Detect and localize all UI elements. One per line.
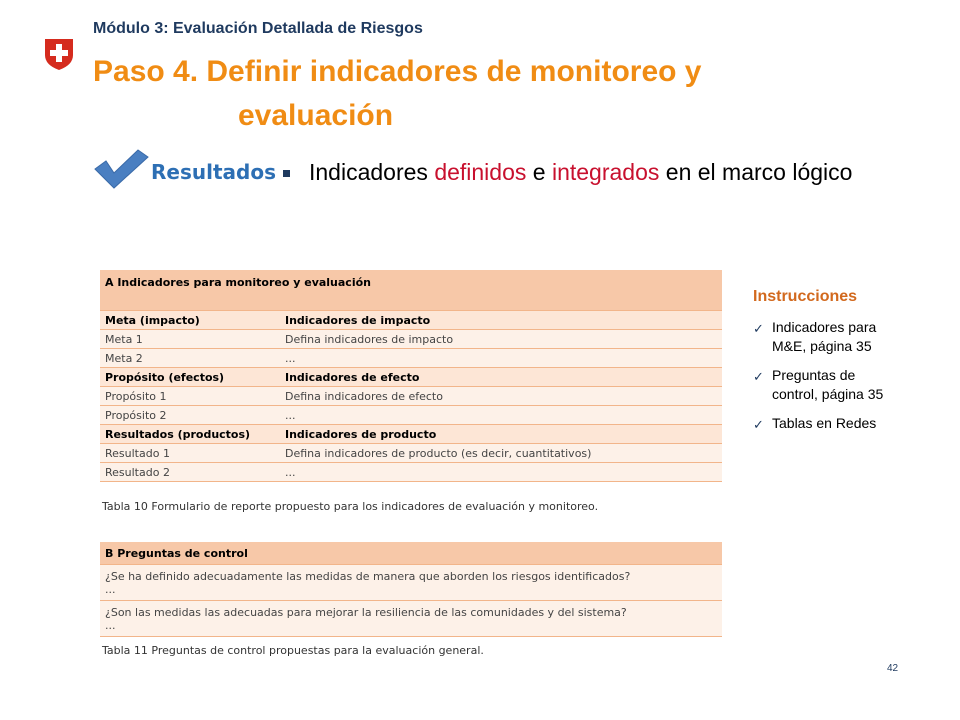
results-text: [309, 157, 854, 187]
question-text: ¿Son las medidas las adecuadas para mejorar la resiliencia de las comunidades y del sistema?: [105, 605, 627, 619]
list-item: [753, 414, 903, 433]
control-questions-table: [100, 542, 722, 637]
table-cell: Indicadores de impacto: [280, 311, 722, 330]
table-b-title: B Preguntas de control: [100, 542, 722, 565]
table-row: [100, 387, 722, 406]
table-cell: [100, 601, 722, 637]
results-text-pre: Indicadores: [309, 159, 435, 185]
table-row: [100, 368, 722, 387]
table-row: [100, 601, 722, 637]
table-row: [100, 425, 722, 444]
results-label: Resultados: [151, 160, 276, 184]
table-row: [100, 311, 722, 330]
table-cell: ...: [280, 463, 722, 482]
table-b-caption: Tabla 11 Preguntas de control propuestas para la evaluación general.: [102, 644, 484, 657]
module-subtitle: Módulo 3: Evaluación Detallada de Riesgos: [93, 20, 423, 37]
table-cell: Meta 1: [100, 330, 280, 349]
results-text-mid: e: [526, 159, 552, 185]
indicators-table: [100, 270, 722, 482]
results-text-post: en el marco lógico: [659, 159, 853, 185]
instructions-list: [753, 318, 903, 443]
answer-text: ...: [105, 582, 116, 596]
table-cell: [100, 565, 722, 601]
table-a-title: A Indicadores para monitoreo y evaluación: [100, 270, 722, 311]
instruction-text: Preguntas de control, página 35: [772, 367, 884, 402]
results-highlight-1: definidos: [434, 159, 527, 185]
answer-text: ...: [105, 618, 116, 632]
table-row: [100, 349, 722, 368]
instruction-text: Indicadores para M&E, página 35: [772, 319, 877, 354]
table-cell: Meta (impacto): [100, 311, 280, 330]
table-cell: Indicadores de efecto: [280, 368, 722, 387]
page-title: [93, 50, 893, 138]
swiss-cross-logo-icon: [43, 37, 75, 71]
instructions-title: Instrucciones: [753, 288, 858, 305]
table-row: [100, 406, 722, 425]
table-row: [100, 565, 722, 601]
table-row: [100, 330, 722, 349]
list-item: [753, 318, 903, 356]
table-cell: Resultado 2: [100, 463, 280, 482]
table-cell: Indicadores de producto: [280, 425, 722, 444]
results-highlight-2: integrados: [551, 159, 660, 185]
table-cell: Defina indicadores de efecto: [280, 387, 722, 406]
bullet-square-icon: [283, 170, 290, 177]
table-row: [100, 463, 722, 482]
table-cell: ...: [280, 406, 722, 425]
table-a-caption: Tabla 10 Formulario de reporte propuesto para los indicadores de evaluación y monitoreo.: [102, 500, 599, 513]
check-icon: ✓: [753, 321, 764, 336]
table-cell: Propósito 1: [100, 387, 280, 406]
title-line-1: Paso 4. Definir indicadores de monitoreo y: [93, 55, 702, 88]
table-cell: ...: [280, 349, 722, 368]
table-cell: Defina indicadores de producto (es decir, cuantitativos): [280, 444, 722, 463]
check-icon: ✓: [753, 417, 764, 432]
title-line-2: evaluación: [238, 99, 394, 132]
question-text: ¿Se ha definido adecuadamente las medidas de manera que aborden los riesgos identificados?: [105, 569, 631, 583]
checkmark-icon: [92, 147, 152, 191]
instruction-text: Tablas en Redes: [772, 415, 877, 431]
table-cell: Defina indicadores de impacto: [280, 330, 722, 349]
page-number: 42: [887, 663, 899, 674]
table-cell: Resultados (productos): [100, 425, 280, 444]
table-row: [100, 444, 722, 463]
table-cell: Propósito 2: [100, 406, 280, 425]
check-icon: ✓: [753, 369, 764, 384]
table-cell: Propósito (efectos): [100, 368, 280, 387]
list-item: [753, 366, 903, 404]
table-cell: Resultado 1: [100, 444, 280, 463]
table-cell: Meta 2: [100, 349, 280, 368]
